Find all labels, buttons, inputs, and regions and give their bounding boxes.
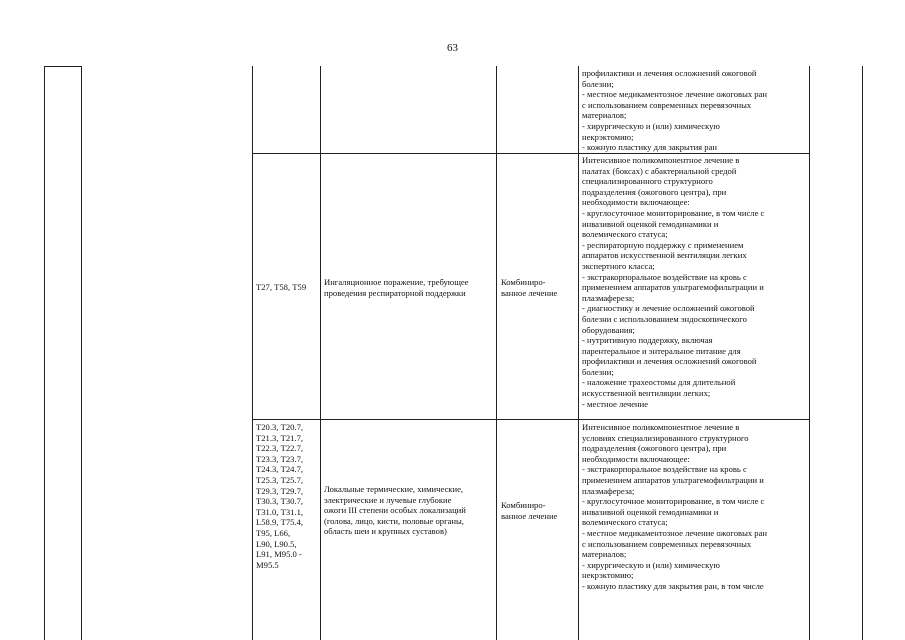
text-line: Т20.3, Т20.7, <box>256 422 304 432</box>
text-line: некрэктомию; <box>582 131 634 142</box>
text-line: Т31.0, Т31.1, <box>256 506 304 517</box>
code-cell <box>256 282 318 293</box>
text-line: с использованием современных перевязочных <box>582 538 752 549</box>
text-line: аппаратов искусственной вентиляции легких <box>582 250 747 261</box>
page-number: 63 <box>447 42 458 54</box>
text-line: - круглосуточное мониторирование, в том числе с <box>582 207 765 218</box>
text-line: Локальные термические, химические, <box>324 484 464 494</box>
text-line: некрэктомию; <box>582 570 634 581</box>
code-cell <box>256 422 318 570</box>
text-line: экспертного класса; <box>582 260 655 271</box>
text-line: Т30.3, Т30.7, <box>256 496 304 507</box>
text-line: профилактики и лечения осложнений ожоговой <box>582 356 757 367</box>
text-line: - нутритивную поддержку, включая <box>582 335 713 346</box>
text-line: ванное лечение <box>501 287 558 298</box>
text-line: ванное лечение <box>501 510 558 521</box>
text-line: инвазивной оценкой гемодинамики и <box>582 218 719 229</box>
text-line: Комбиниро- <box>501 500 546 510</box>
text-line: болезни; <box>582 366 614 377</box>
text-line: оборудования; <box>582 324 635 335</box>
method-cell <box>582 68 808 153</box>
text-line: специализированного структурного <box>582 176 713 187</box>
text-line: Т21.3, Т21.7, <box>256 432 304 443</box>
text-line: электрические и лучевые глубокие <box>324 494 452 505</box>
method-cell <box>582 155 808 409</box>
text-line: материалов; <box>582 110 627 121</box>
text-line: Т22.3, Т22.7, <box>256 443 304 454</box>
text-line: применением аппаратов ультрагемофильтрации и <box>582 474 764 485</box>
text-line: профилактики и лечения осложнений ожоговой <box>582 68 757 78</box>
text-line: ожоги III степени особых локализаций <box>324 505 466 516</box>
text-line: болезни; <box>582 78 614 89</box>
text-line: Ингаляционное поражение, требующее <box>324 277 469 287</box>
text-line: необходимости включающее: <box>582 453 690 464</box>
text-line: - диагностику и лечение осложнений ожоговой <box>582 303 755 314</box>
table-border-right <box>862 66 863 640</box>
text-line: - респираторную поддержку с применением <box>582 239 744 250</box>
text-line: - хирургическую и (или) химическую <box>582 120 720 131</box>
text-line: волемического статуса; <box>582 517 668 528</box>
text-line: Т27, Т58, Т59 <box>256 282 307 292</box>
text-line: L58.9, Т75.4, <box>256 517 304 528</box>
text-line: М95.5 <box>256 559 279 570</box>
text-line: необходимости включающее: <box>582 197 690 208</box>
text-line: плазмафереза; <box>582 292 635 303</box>
text-line: - кожную пластику для закрытия ран <box>582 142 717 153</box>
text-line: (голова, лицо, кисти, половые органы, <box>324 515 464 526</box>
text-line: материалов; <box>582 549 627 560</box>
text-line: палатах (боксах) с абактериальной средой <box>582 165 737 176</box>
text-line: искусственной вентиляции легких; <box>582 388 711 399</box>
column-divider <box>81 66 82 640</box>
text-line: - кожную пластику для закрытия ран, в том числе <box>582 580 764 591</box>
text-line: Т29.3, Т29.7, <box>256 485 304 496</box>
text-line: L91, М95.0 - <box>256 549 302 560</box>
text-line: Т23.3, Т23.7, <box>256 453 304 464</box>
table-border-left <box>44 66 45 640</box>
text-line: Т24.3, Т24.7, <box>256 464 304 475</box>
text-line: Интенсивное поликомпонентное лечение в <box>582 422 740 432</box>
row-divider <box>252 153 809 154</box>
treatment-type-cell <box>501 277 577 298</box>
text-line: волемического статуса; <box>582 229 668 240</box>
text-line: Т25.3, Т25.7, <box>256 474 304 485</box>
text-line: парентеральное и энтеральное питание для <box>582 345 741 356</box>
text-line: Интенсивное поликомпонентное лечение в <box>582 155 740 165</box>
text-line: плазмафереза; <box>582 485 635 496</box>
description-cell <box>324 277 494 298</box>
text-line: - местное лечение <box>582 398 649 409</box>
text-line: Т95, L66, <box>256 527 291 538</box>
text-line: с использованием современных перевязочных <box>582 99 752 110</box>
text-line: L90, L90.5, <box>256 538 297 549</box>
text-line: применением аппаратов ультрагемофильтрации и <box>582 282 764 293</box>
treatment-type-cell <box>501 500 577 521</box>
text-line: - местное медикаментозное лечение ожоговых ран <box>582 89 768 100</box>
text-line: - экстракорпоральное воздействие на кровь с <box>582 271 747 282</box>
text-line: подразделения (ожогового центра), при <box>582 443 727 454</box>
text-line: Комбиниро- <box>501 277 546 287</box>
text-line: - наложение трахеостомы для длительной <box>582 377 736 388</box>
text-line: проведения респираторной поддержки <box>324 287 466 298</box>
text-line: условиях специализированного структурного <box>582 432 749 443</box>
row-divider <box>252 419 809 420</box>
text-line: - круглосуточное мониторирование, в том числе с <box>582 496 765 507</box>
method-cell <box>582 422 808 592</box>
text-line: болезни с использованием эндоскопического <box>582 313 747 324</box>
text-line: инвазивной оценкой гемодинамики и <box>582 506 719 517</box>
text-line: подразделения (ожогового центра), при <box>582 186 727 197</box>
text-line: область шеи и крупных суставов) <box>324 526 447 537</box>
text-line: - местное медикаментозное лечение ожоговых ран <box>582 527 768 538</box>
row-divider <box>44 66 82 67</box>
text-line: - экстракорпоральное воздействие на кровь с <box>582 464 747 475</box>
treatment-table <box>44 66 863 640</box>
text-line: - хирургическую и (или) химическую <box>582 559 720 570</box>
column-divider <box>809 66 810 640</box>
description-cell <box>324 484 494 537</box>
